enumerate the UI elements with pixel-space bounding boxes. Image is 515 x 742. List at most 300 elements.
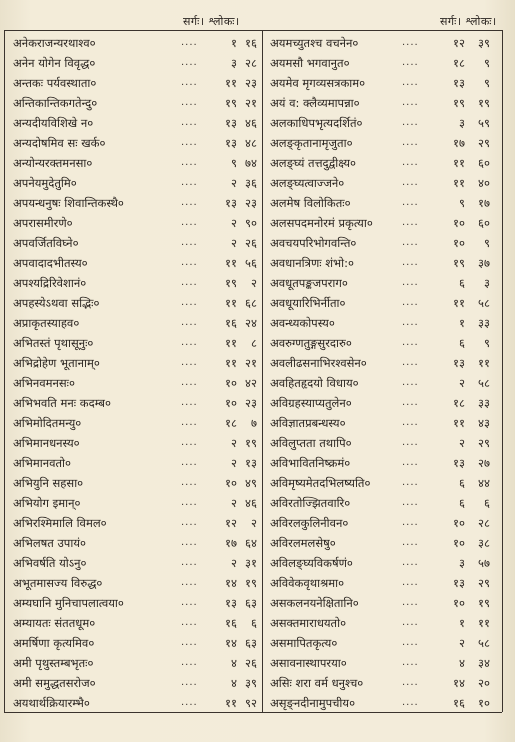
verse-number: ८ <box>251 336 257 350</box>
leader-dots: .... <box>402 557 419 568</box>
index-entry <box>5 633 255 653</box>
index-entry <box>262 313 512 333</box>
verse-first-line: अवधूतपङ्कजपराग० <box>270 276 348 290</box>
verse-number: २३ <box>245 76 257 90</box>
index-entry <box>262 333 512 353</box>
index-entry <box>5 213 255 233</box>
leader-dots: .... <box>181 177 198 188</box>
verse-first-line: अभियुनि सहसा० <box>13 476 84 490</box>
verse-first-line: अम्यघानि मुनिचापलात्वया० <box>13 596 124 610</box>
leader-dots: .... <box>402 617 419 628</box>
leader-dots: .... <box>181 217 198 228</box>
verse-first-line: अन्योन्यरक्तमनसा० <box>13 156 93 170</box>
leader-dots: .... <box>181 657 198 668</box>
index-entry <box>5 113 255 133</box>
verse-number: ५८ <box>478 376 490 390</box>
index-entry <box>262 513 512 533</box>
verse-first-line: अभितस्तं पृथासूनुः० <box>13 336 94 350</box>
verse-number: १६ <box>245 36 257 50</box>
canto-number: १० <box>453 236 465 250</box>
verse-first-line: अभूतमासज्य विरुद्ध० <box>13 576 103 590</box>
verse-first-line: अवहितहृदयो विधाय० <box>270 376 359 390</box>
verse-number: १९ <box>245 436 257 450</box>
verse-first-line: असावनास्थापरया० <box>270 656 347 670</box>
canto-number: ६ <box>459 276 465 290</box>
leader-dots: .... <box>181 637 198 648</box>
index-entry <box>5 433 255 453</box>
index-entry <box>262 373 512 393</box>
index-entry <box>262 453 512 473</box>
canto-number: १० <box>225 376 237 390</box>
canto-number: १४ <box>225 636 237 650</box>
index-entry <box>5 293 255 313</box>
leader-dots: .... <box>181 297 198 308</box>
index-entry <box>262 573 512 593</box>
verse-first-line: अविमृष्यमेतदभिलष्यति० <box>270 476 371 490</box>
index-entry <box>262 393 512 413</box>
verse-first-line: असिः शरा वर्म धनुश्च० <box>270 676 364 690</box>
leader-dots: .... <box>402 97 419 108</box>
canto-number: ६ <box>459 476 465 490</box>
canto-number: ११ <box>225 76 237 90</box>
verse-first-line: अभिनवमनसः० <box>13 376 75 390</box>
leader-dots: .... <box>181 517 198 528</box>
verse-number: १९ <box>245 576 257 590</box>
verse-number: ९ <box>484 336 490 350</box>
leader-dots: .... <box>181 157 198 168</box>
index-entry <box>5 33 255 53</box>
right-column <box>262 33 512 713</box>
canto-number: ११ <box>225 356 237 370</box>
canto-number: १२ <box>225 516 237 530</box>
verse-number: ४६ <box>245 116 257 130</box>
canto-number: ११ <box>225 696 237 710</box>
index-entry <box>262 273 512 293</box>
canto-number: १० <box>225 476 237 490</box>
verse-number: ३९ <box>245 676 257 690</box>
verse-first-line: अपश्यद्रिरिवेशानं० <box>13 276 87 290</box>
index-entry <box>5 693 255 713</box>
leader-dots: .... <box>402 637 419 648</box>
index-entry <box>262 553 512 573</box>
verse-first-line: अलङ्घ्यत्वाज्जने० <box>270 176 345 190</box>
index-entry <box>5 473 255 493</box>
leader-dots: .... <box>181 117 198 128</box>
verse-number: ४३ <box>478 416 490 430</box>
index-entry <box>262 653 512 673</box>
verse-number: ५६ <box>245 256 257 270</box>
leader-dots: .... <box>402 137 419 148</box>
verse-number: २ <box>251 516 257 530</box>
verse-number: २९ <box>478 136 490 150</box>
verse-number: २१ <box>245 356 257 370</box>
verse-first-line: असकलनयनेक्षितानि० <box>270 596 359 610</box>
index-entry <box>5 493 255 513</box>
leader-dots: .... <box>181 337 198 348</box>
index-entry <box>262 533 512 553</box>
verse-number: ६० <box>478 156 490 170</box>
verse-number: २४ <box>245 316 257 330</box>
index-entry <box>262 613 512 633</box>
leader-dots: .... <box>402 177 419 188</box>
canto-number: २ <box>231 496 237 510</box>
index-entry <box>262 33 512 53</box>
verse-number: ९ <box>484 56 490 70</box>
leader-dots: .... <box>402 437 419 448</box>
leader-dots: .... <box>402 257 419 268</box>
index-entry <box>262 193 512 213</box>
leader-dots: .... <box>402 697 419 708</box>
index-entry <box>262 673 512 693</box>
index-entry <box>262 493 512 513</box>
index-entry <box>262 433 512 453</box>
canto-number: १७ <box>453 136 465 150</box>
verse-number: १० <box>478 696 490 710</box>
verse-first-line: अविवेकवृथाश्रमा० <box>270 576 345 590</box>
verse-number: ५८ <box>478 636 490 650</box>
leader-dots: .... <box>181 277 198 288</box>
leader-dots: .... <box>402 317 419 328</box>
canto-number: १२ <box>453 36 465 50</box>
canto-number: २ <box>459 436 465 450</box>
verse-number: ३१ <box>245 556 257 570</box>
leader-dots: .... <box>181 417 198 428</box>
verse-number: ६८ <box>245 296 257 310</box>
verse-number: ६ <box>251 616 257 630</box>
canto-number: १३ <box>453 356 465 370</box>
verse-first-line: अयं व: क्लैव्यमापन्ना० <box>270 96 360 110</box>
index-entry <box>5 93 255 113</box>
verse-first-line: अविभावितनिष्क्रमं० <box>270 456 351 470</box>
verse-first-line: अलसपदमनोरमं प्रकृत्या० <box>270 216 373 230</box>
index-entry <box>262 53 512 73</box>
verse-first-line: अलङ्कृतानामृजुता० <box>270 136 353 150</box>
index-entry <box>5 153 255 173</box>
leader-dots: .... <box>181 457 198 468</box>
index-entry <box>5 373 255 393</box>
leader-dots: .... <box>181 397 198 408</box>
index-entry <box>262 593 512 613</box>
verse-number: ४८ <box>245 136 257 150</box>
canto-number: ९ <box>231 156 237 170</box>
verse-number: २३ <box>245 196 257 210</box>
verse-number: ५७ <box>478 556 490 570</box>
index-entry <box>262 213 512 233</box>
index-entry <box>5 613 255 633</box>
index-entry <box>5 253 255 273</box>
leader-dots: .... <box>402 457 419 468</box>
verse-first-line: अपहस्येऽथवा सद्भिः० <box>13 296 100 310</box>
verse-number: ९ <box>484 236 490 250</box>
leader-dots: .... <box>181 197 198 208</box>
canto-number: १३ <box>453 576 465 590</box>
canto-number: १३ <box>225 596 237 610</box>
leader-dots: .... <box>402 377 419 388</box>
leader-dots: .... <box>402 497 419 508</box>
verse-first-line: अवधानत्रिणः शंभो:० <box>270 256 354 270</box>
verse-first-line: अयमेव मृगव्यसत्रकाम० <box>270 76 366 90</box>
index-entry <box>5 233 255 253</box>
index-entry <box>5 333 255 353</box>
leader-dots: .... <box>402 117 419 128</box>
verse-first-line: अभिमानवतो० <box>13 456 71 470</box>
verse-first-line: अभिमोदितमन्यु० <box>13 416 82 430</box>
leader-dots: .... <box>402 297 419 308</box>
leader-dots: .... <box>402 37 419 48</box>
verse-first-line: असमापितकृत्य० <box>270 636 338 650</box>
canto-number: ३ <box>459 556 465 570</box>
index-entry <box>5 533 255 553</box>
leader-dots: .... <box>181 77 198 88</box>
verse-first-line: अपयन्धनुषः शिवान्तिकस्थै० <box>13 196 124 210</box>
top-rule <box>4 30 502 31</box>
canto-number: २ <box>459 376 465 390</box>
leader-dots: .... <box>402 357 419 368</box>
leader-dots: .... <box>402 677 419 688</box>
verse-first-line: अन्यदीयविशिखे न० <box>13 116 94 130</box>
canto-number: ४ <box>231 656 237 670</box>
leader-dots: .... <box>181 697 198 708</box>
verse-number: ९२ <box>245 696 257 710</box>
index-entry <box>5 513 255 533</box>
verse-number: २६ <box>245 656 257 670</box>
index-entry <box>262 473 512 493</box>
verse-number: ४६ <box>245 496 257 510</box>
leader-dots: .... <box>402 57 419 68</box>
verse-number: ३८ <box>478 536 490 550</box>
verse-first-line: अलकाधिपभृत्यदर्शितं० <box>270 116 363 130</box>
canto-number: २ <box>231 556 237 570</box>
canto-number: १४ <box>225 576 237 590</box>
leader-dots: .... <box>402 417 419 428</box>
verse-first-line: अवधूयारिभिर्नीता० <box>270 296 346 310</box>
leader-dots: .... <box>181 597 198 608</box>
header-left: सर्गः। श्लोकः। <box>183 15 240 28</box>
verse-first-line: अयमसौ भगवानुत० <box>270 56 350 70</box>
verse-first-line: अविलुप्तता तथापि० <box>270 436 352 450</box>
canto-number: १९ <box>225 96 237 110</box>
canto-number: १६ <box>225 316 237 330</box>
leader-dots: .... <box>402 537 419 548</box>
verse-first-line: अविलङ्घ्यविकर्षणं० <box>270 556 353 570</box>
leader-dots: .... <box>181 37 198 48</box>
verse-number: ५८ <box>478 296 490 310</box>
verse-first-line: असृङ्नदीनामुपचीय० <box>270 696 356 710</box>
index-entry <box>5 573 255 593</box>
leader-dots: .... <box>181 237 198 248</box>
leader-dots: .... <box>181 97 198 108</box>
canto-number: १० <box>453 216 465 230</box>
verse-first-line: अविज्ञातप्रबन्धस्य० <box>270 416 346 430</box>
index-entry <box>5 593 255 613</box>
verse-first-line: अवलीढसनाभिरश्वसेन० <box>270 356 367 370</box>
verse-first-line: अविरतोज्झितवारि० <box>270 496 351 510</box>
leader-dots: .... <box>402 517 419 528</box>
leader-dots: .... <box>402 217 419 228</box>
verse-number: २८ <box>478 516 490 530</box>
leader-dots: .... <box>402 77 419 88</box>
leader-dots: .... <box>402 657 419 668</box>
verse-number: ६४ <box>245 536 257 550</box>
verse-number: ६३ <box>245 636 257 650</box>
canto-number: १ <box>231 36 237 50</box>
canto-number: ४ <box>459 656 465 670</box>
verse-first-line: अमर्षिणा कृत्यमिव० <box>13 636 95 650</box>
index-entry <box>5 273 255 293</box>
index-entry <box>5 53 255 73</box>
verse-number: ७ <box>251 416 257 430</box>
index-entry <box>262 73 512 93</box>
index-entry <box>5 453 255 473</box>
canto-number: १९ <box>453 256 465 270</box>
index-entry <box>262 173 512 193</box>
verse-first-line: अविरलकुलिनीवन० <box>270 516 349 530</box>
leader-dots: .... <box>181 357 198 368</box>
verse-number: ९० <box>245 216 257 230</box>
index-entry <box>262 153 512 173</box>
canto-number: १६ <box>453 696 465 710</box>
index-entry <box>262 93 512 113</box>
canto-number: ३ <box>459 116 465 130</box>
leader-dots: .... <box>402 337 419 348</box>
verse-first-line: अविग्रहस्याप्यतुलेन० <box>270 396 352 410</box>
verse-number: ६० <box>478 216 490 230</box>
leader-dots: .... <box>181 557 198 568</box>
verse-number: ३३ <box>478 316 490 330</box>
canto-number: ९ <box>459 196 465 210</box>
leader-dots: .... <box>181 477 198 488</box>
verse-first-line: अभिद्रोहेण भूतानाम्० <box>13 356 100 370</box>
index-entry <box>5 653 255 673</box>
canto-number: १ <box>459 616 465 630</box>
canto-number: २ <box>231 236 237 250</box>
index-entry <box>262 113 512 133</box>
canto-number: ११ <box>453 416 465 430</box>
index-entry <box>262 353 512 373</box>
leader-dots: .... <box>402 597 419 608</box>
canto-number: १० <box>453 596 465 610</box>
verse-first-line: अप्राकृतस्याहव० <box>13 316 80 330</box>
canto-number: २ <box>231 176 237 190</box>
verse-first-line: अम्यायतः संततधूम० <box>13 616 96 630</box>
verse-number: १७ <box>478 196 490 210</box>
verse-number: १९ <box>478 596 490 610</box>
canto-number: ११ <box>453 176 465 190</box>
verse-number: ३ <box>484 276 490 290</box>
leader-dots: .... <box>402 237 419 248</box>
verse-number: ११ <box>478 616 490 630</box>
verse-number: २ <box>251 276 257 290</box>
index-entry <box>5 73 255 93</box>
leader-dots: .... <box>402 277 419 288</box>
leader-dots: .... <box>181 137 198 148</box>
leader-dots: .... <box>402 197 419 208</box>
canto-number: २ <box>459 636 465 650</box>
leader-dots: .... <box>181 257 198 268</box>
leader-dots: .... <box>181 57 198 68</box>
leader-dots: .... <box>402 477 419 488</box>
index-entry <box>5 413 255 433</box>
verse-number: ७४ <box>245 156 257 170</box>
canto-number: २ <box>231 436 237 450</box>
verse-number: ३३ <box>478 396 490 410</box>
leader-dots: .... <box>402 577 419 588</box>
left-column <box>5 33 255 713</box>
canto-number: १८ <box>225 416 237 430</box>
verse-first-line: अयथार्थक्रियारम्भै० <box>13 696 90 710</box>
index-entry <box>262 233 512 253</box>
verse-number: ४४ <box>478 476 490 490</box>
index-entry <box>5 553 255 573</box>
canto-number: ४ <box>231 676 237 690</box>
index-entry <box>5 193 255 213</box>
canto-number: १० <box>453 536 465 550</box>
verse-number: २३ <box>245 396 257 410</box>
verse-first-line: अन्तकः पर्यवस्थाता० <box>13 76 97 90</box>
canto-number: १८ <box>453 396 465 410</box>
canto-number: ११ <box>453 156 465 170</box>
verse-first-line: अपरासमीरणे० <box>13 216 73 230</box>
canto-number: ११ <box>225 296 237 310</box>
canto-number: ३ <box>231 56 237 70</box>
leader-dots: .... <box>181 437 198 448</box>
canto-number: १३ <box>225 116 237 130</box>
verse-number: २१ <box>245 96 257 110</box>
leader-dots: .... <box>181 577 198 588</box>
index-entry <box>262 413 512 433</box>
canto-number: १८ <box>453 56 465 70</box>
verse-first-line: अमी समुद्धतसरोज० <box>13 676 96 690</box>
verse-first-line: अभिभवति मनः कदम्ब० <box>13 396 111 410</box>
canto-number: १३ <box>225 196 237 210</box>
verse-number: ५९ <box>478 116 490 130</box>
verse-first-line: असक्तमाराधयतो० <box>270 616 347 630</box>
verse-first-line: अपनेयमुदेतुमि० <box>13 176 77 190</box>
verse-number: ४९ <box>245 476 257 490</box>
leader-dots: .... <box>181 377 198 388</box>
verse-first-line: अन्तिकान्तिकगतेन्दु० <box>13 96 98 110</box>
canto-number: १० <box>225 396 237 410</box>
verse-number: ६ <box>484 496 490 510</box>
canto-number: १६ <box>225 616 237 630</box>
verse-number: ३६ <box>245 176 257 190</box>
leader-dots: .... <box>181 317 198 328</box>
verse-first-line: अमी पृथुस्तम्बभृतः० <box>13 656 94 670</box>
verse-first-line: अनेकराजन्यरथाश्व० <box>13 36 96 50</box>
verse-number: २९ <box>478 436 490 450</box>
canto-number: १० <box>453 516 465 530</box>
leader-dots: .... <box>402 157 419 168</box>
verse-first-line: अपवर्जितविघ्ने० <box>13 236 79 250</box>
verse-first-line: अलङ्घ्यं तत्तदुद्वीक्ष्य० <box>270 156 357 170</box>
verse-first-line: अविरलमलसेषु० <box>270 536 336 550</box>
index-entry <box>262 633 512 653</box>
leader-dots: .... <box>181 617 198 628</box>
leader-dots: .... <box>181 537 198 548</box>
index-entry <box>5 353 255 373</box>
verse-first-line: अभियोग इमान्० <box>13 496 81 510</box>
verse-first-line: अभिमानधनस्य० <box>13 436 80 450</box>
canto-number: २ <box>231 216 237 230</box>
index-entry <box>262 133 512 153</box>
verse-number: २८ <box>245 56 257 70</box>
verse-number: ३७ <box>478 256 490 270</box>
verse-number: ४२ <box>245 376 257 390</box>
index-entry <box>5 133 255 153</box>
canto-number: २ <box>231 456 237 470</box>
index-entry <box>5 673 255 693</box>
index-entry <box>262 253 512 273</box>
